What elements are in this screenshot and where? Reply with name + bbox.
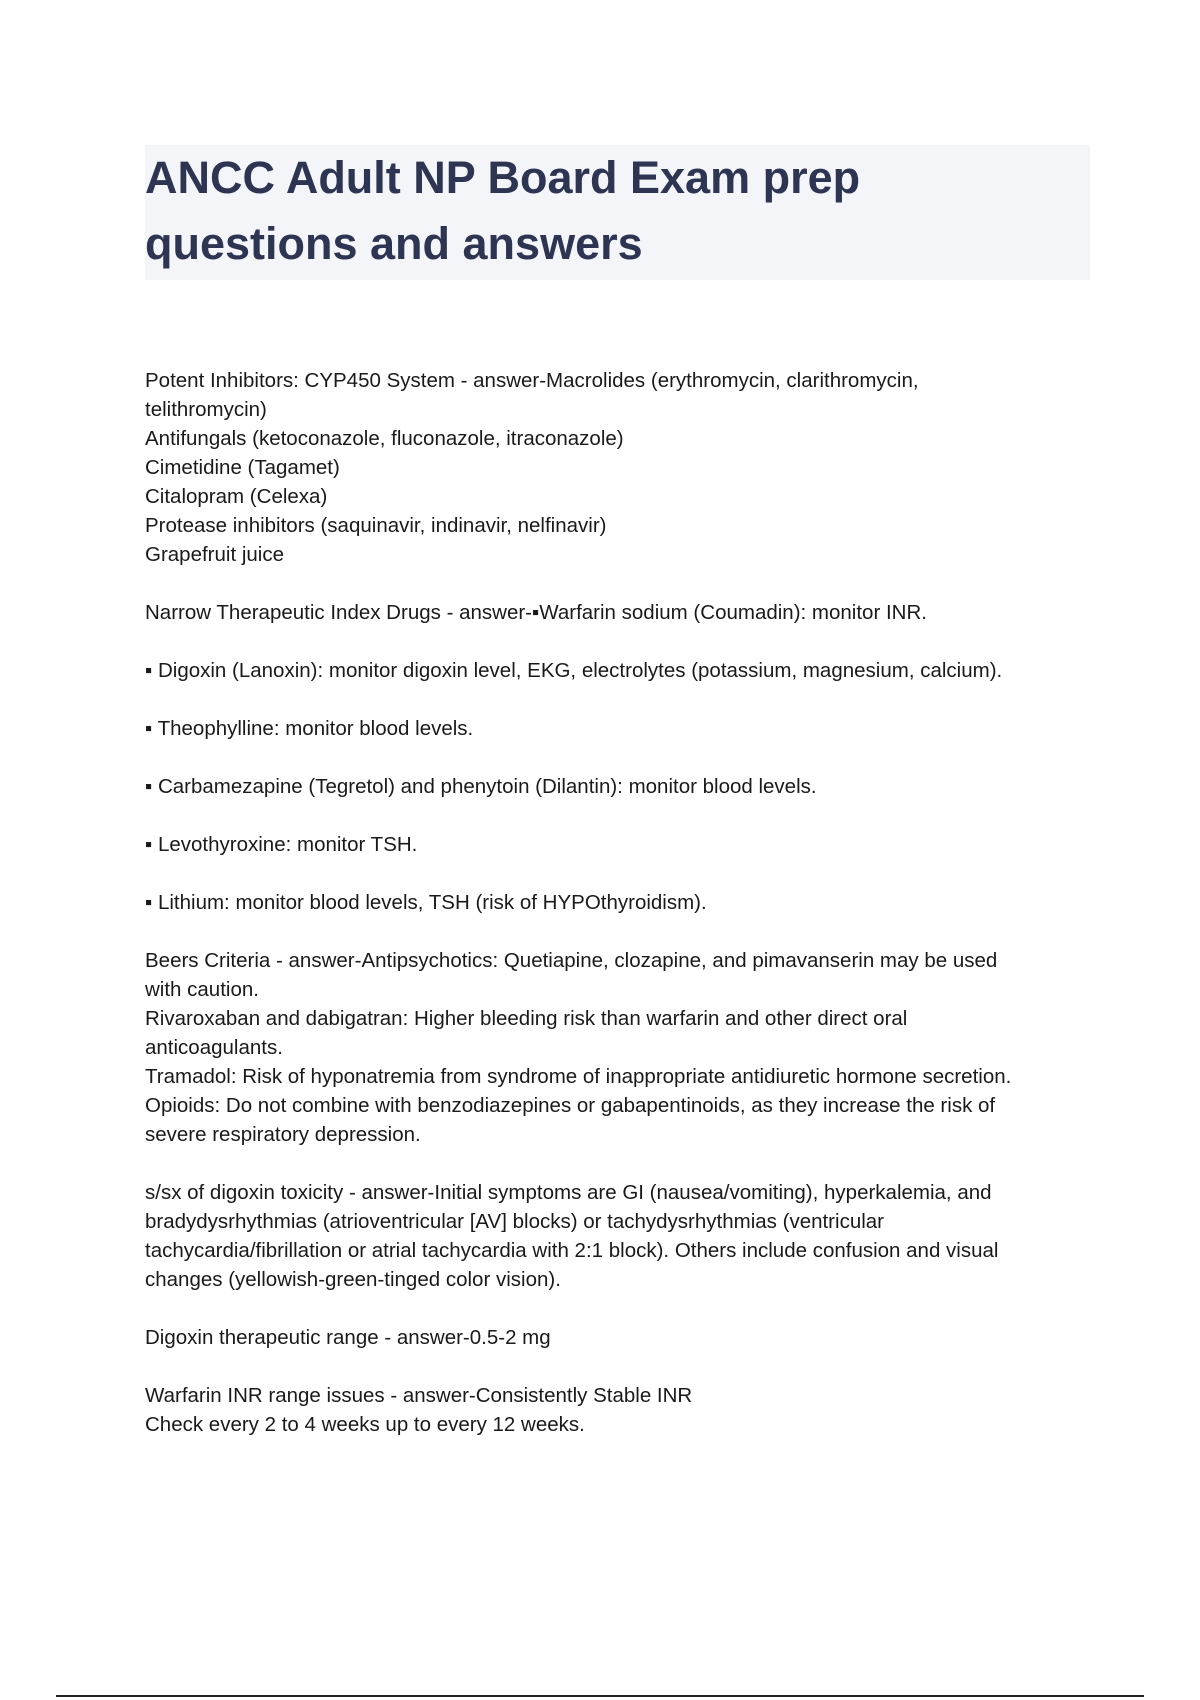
text-line: severe respiratory depression.	[145, 1123, 421, 1146]
qa-cyp450-inhibitors	[145, 366, 1095, 569]
text-line: ▪ Theophylline: monitor blood levels.	[145, 717, 474, 740]
text-line: s/sx of digoxin toxicity - answer-Initial symptoms are GI (nausea/vomiting), hyperkalemia, and	[145, 1181, 992, 1204]
qa-warfarin-inr	[145, 1381, 1095, 1439]
text-line: Protease inhibitors (saquinavir, indinavir, nelfinavir)	[145, 514, 607, 537]
text-line: changes (yellowish-green-tinged color vision).	[145, 1268, 561, 1291]
title-line: ANCC Adult NP Board Exam prep	[145, 152, 861, 203]
title-box	[145, 145, 1090, 280]
text-line: telithromycin)	[145, 398, 267, 421]
text-line: Digoxin therapeutic range - answer-0.5-2 mg	[145, 1326, 551, 1349]
text-line: Cimetidine (Tagamet)	[145, 456, 340, 479]
qa-digoxin-toxicity	[145, 1178, 1095, 1294]
nti-bullet-item	[145, 656, 1095, 685]
text-line: Rivaroxaban and dabigatran: Higher bleeding risk than warfarin and other direct oral	[145, 1007, 908, 1030]
text-line: tachycardia/fibrillation or atrial tachycardia with 2:1 block). Others include confusion and visual	[145, 1239, 999, 1262]
text-line: Tramadol: Risk of hyponatremia from syndrome of inappropriate antidiuretic hormone secretion.	[145, 1065, 1012, 1088]
text-line: with caution.	[145, 978, 259, 1001]
text-line: Grapefruit juice	[145, 543, 285, 566]
text-line: bradydysrhythmias (atrioventricular [AV] blocks) or tachydysrhythmias (ventricular	[145, 1210, 885, 1233]
text-line: Warfarin INR range issues - answer-Consistently Stable INR	[145, 1384, 693, 1407]
footer-divider	[56, 1695, 1144, 1697]
nti-bullet-item	[145, 830, 1095, 859]
document-body	[145, 366, 1095, 1468]
qa-digoxin-range	[145, 1323, 1095, 1352]
text-line: Check every 2 to 4 weeks up to every 12 weeks.	[145, 1413, 585, 1436]
qa-beers-criteria	[145, 946, 1095, 1149]
page-title	[145, 145, 1090, 277]
nti-bullet-item	[145, 888, 1095, 917]
text-line: Narrow Therapeutic Index Drugs - answer-▪Warfarin sodium (Coumadin): monitor INR.	[145, 601, 927, 624]
qa-narrow-therapeutic-index	[145, 598, 1095, 627]
nti-bullet-item	[145, 772, 1095, 801]
text-line: ▪ Lithium: monitor blood levels, TSH (risk of HYPOthyroidism).	[145, 891, 707, 914]
text-line: ▪ Levothyroxine: monitor TSH.	[145, 833, 418, 856]
text-line: Beers Criteria - answer-Antipsychotics: Quetiapine, clozapine, and pimavanserin may be used	[145, 949, 998, 972]
text-line: ▪ Digoxin (Lanoxin): monitor digoxin level, EKG, electrolytes (potassium, magnesium, calcium).	[145, 659, 1003, 682]
nti-bullet-item	[145, 714, 1095, 743]
text-line: Opioids: Do not combine with benzodiazepines or gabapentinoids, as they increase the risk of	[145, 1094, 996, 1117]
title-line: questions and answers	[145, 218, 643, 269]
text-line: Antifungals (ketoconazole, fluconazole, itraconazole)	[145, 427, 624, 450]
text-line: Citalopram (Celexa)	[145, 485, 328, 508]
text-line: Potent Inhibitors: CYP450 System - answer-Macrolides (erythromycin, clarithromycin,	[145, 369, 919, 392]
text-line: anticoagulants.	[145, 1036, 283, 1059]
text-line: ▪ Carbamezapine (Tegretol) and phenytoin (Dilantin): monitor blood levels.	[145, 775, 817, 798]
